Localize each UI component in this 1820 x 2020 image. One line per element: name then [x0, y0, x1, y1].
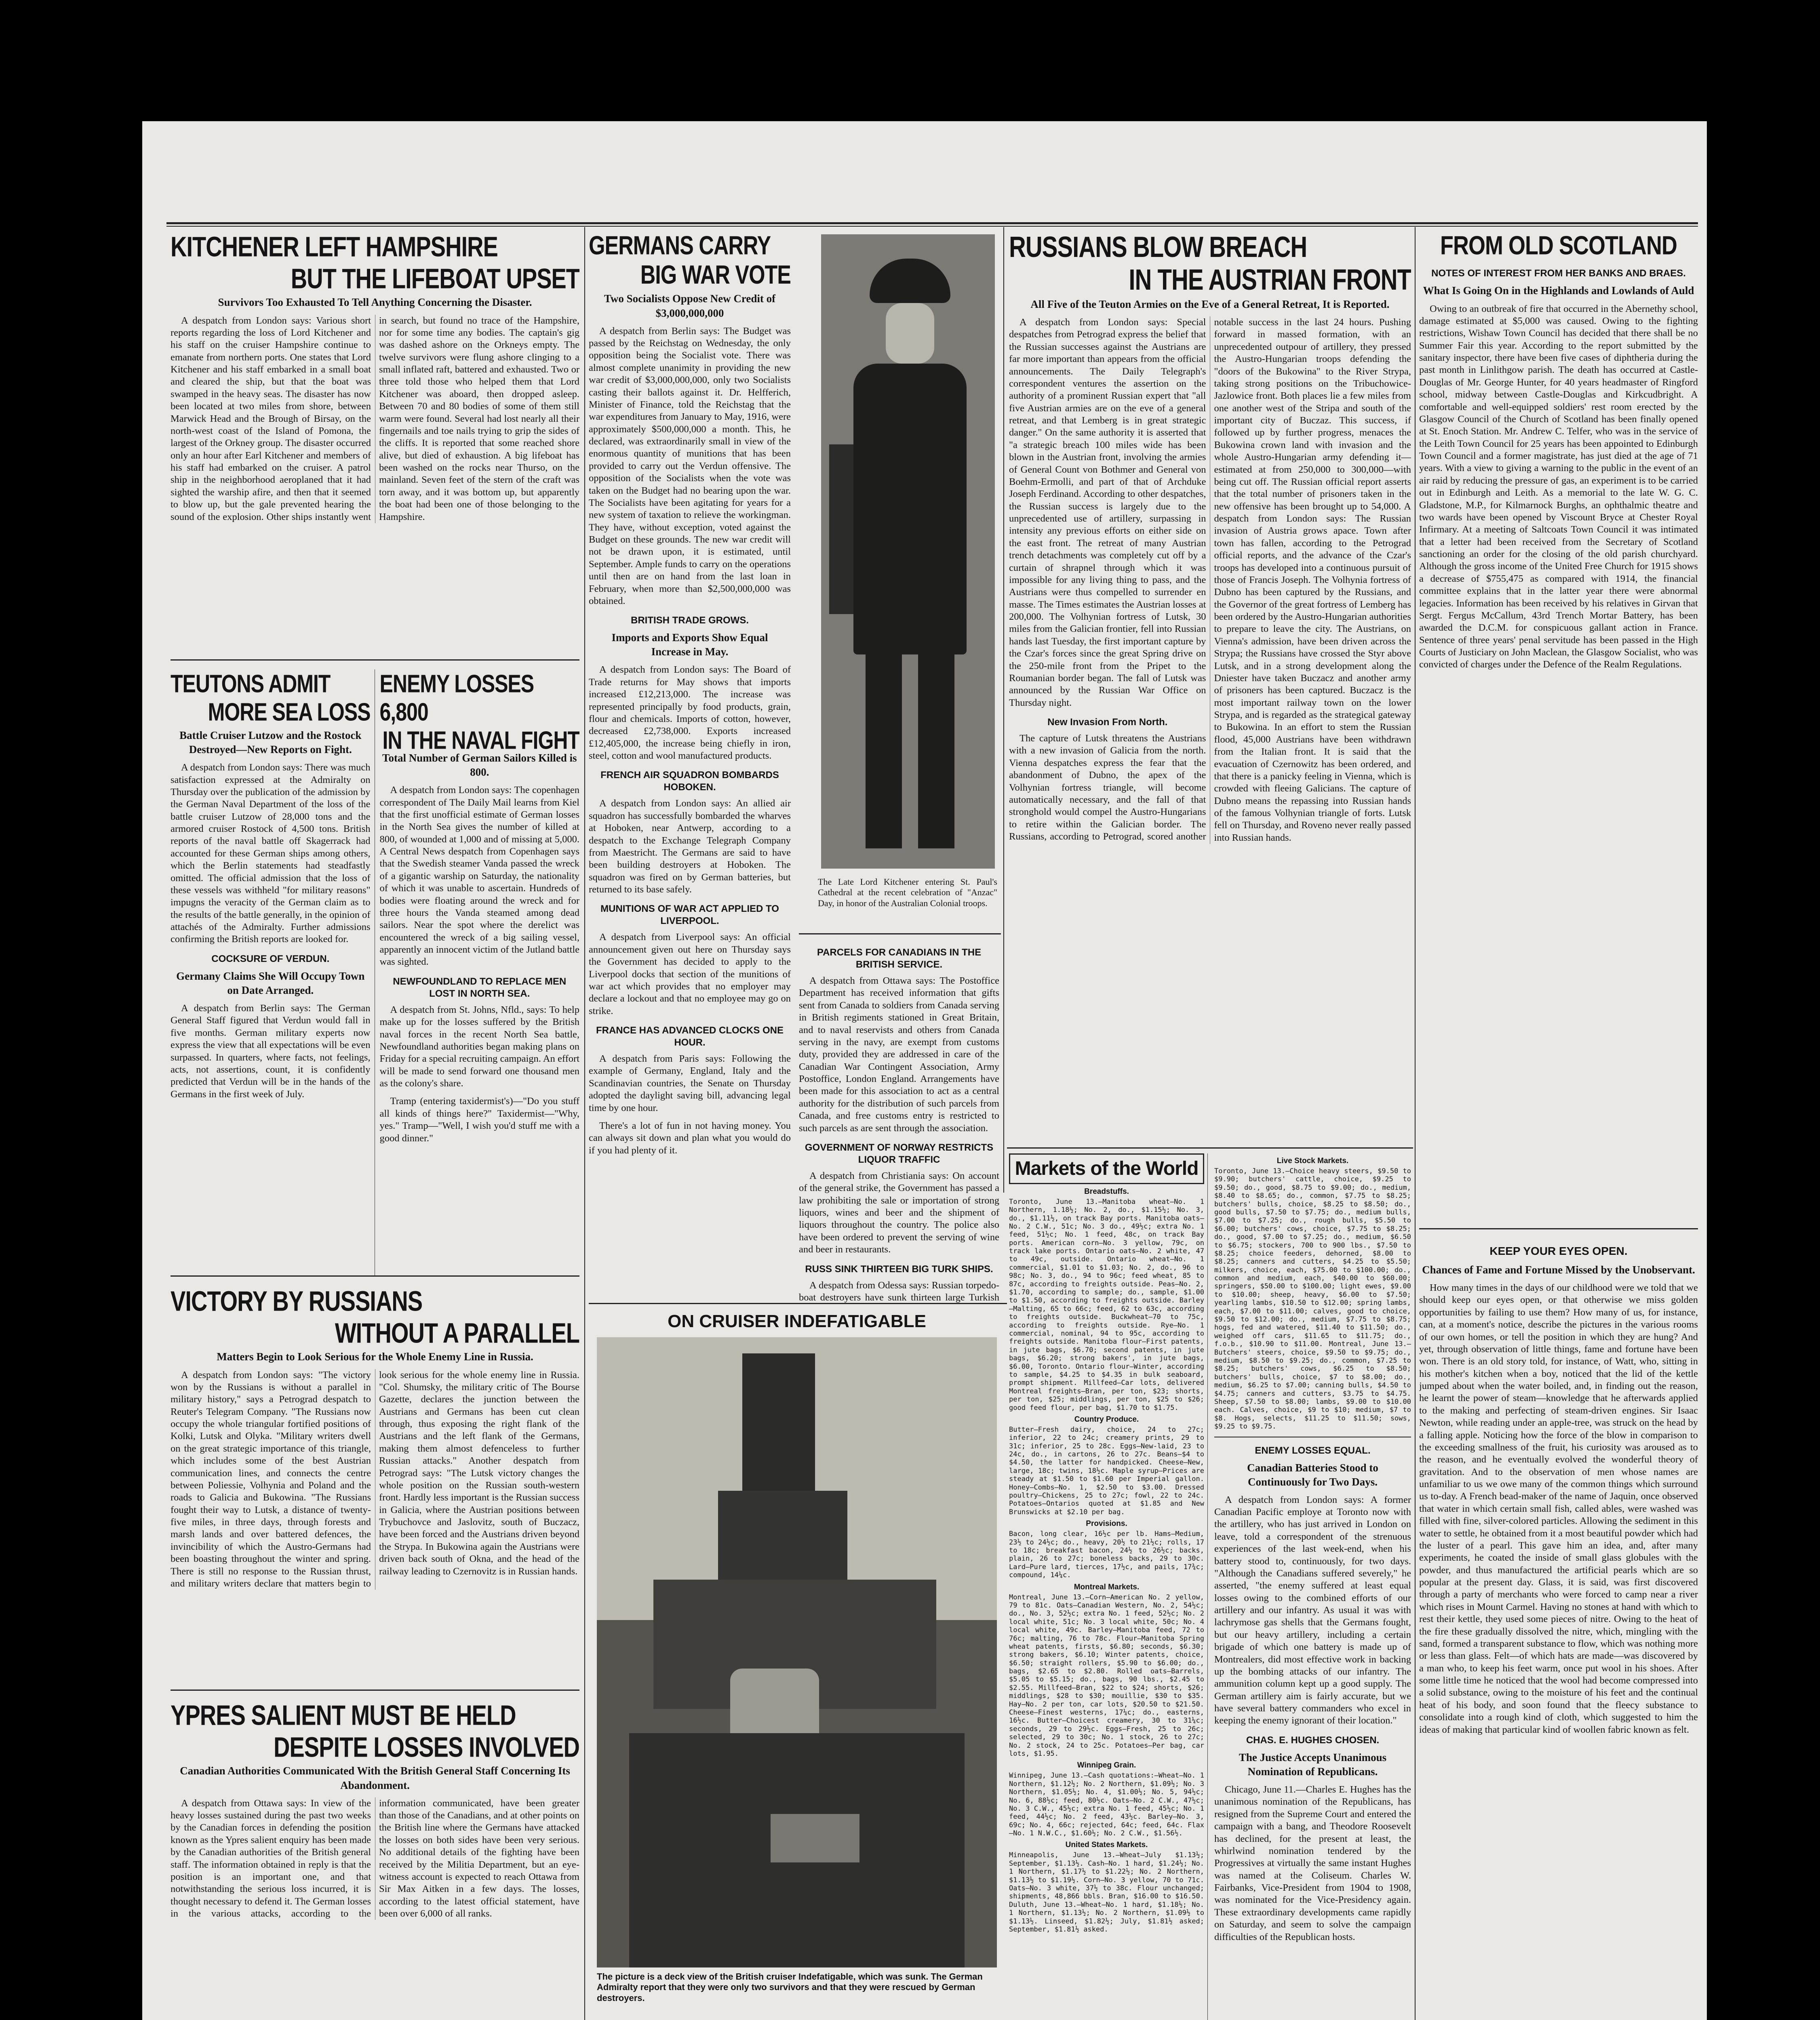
column-divider	[1415, 227, 1416, 2020]
market-text: Butter—Fresh dairy, choice, 24 to 27c; inferior, 22 to 24c; creamery prints, 29 to 31c; inferior, 25 to 28c. Eggs—New-laid, 23 to 24c, do., in cartons, 26 to 27c. Beans—$4 to $4.50, the latter for handpicked. Cheese—New, large, 18c; twins, 18½c. Maple syrup—Prices are steady at $1.50 to $1.60 per Imperial gallon. Honey—Combs—No. 1, $2.50 to $3.00. Dressed poultry—Chickens, 25 to 27c; fowl, 22 to 24c. Potatoes—Ontarios quoted at $1.85 and New Brunswicks at $2.10 per bag.	[1009, 1425, 1205, 1516]
rule	[1007, 1147, 1413, 1149]
cruiser-heading: ON CRUISER INDEFATIGABLE	[668, 1311, 926, 1331]
headline	[171, 1700, 579, 1763]
headline-line-2: IN THE AUSTRIAN FRONT	[1129, 263, 1411, 297]
market-subhead: United States Markets.	[1065, 1841, 1148, 1850]
market-subhead: Winnipeg Grain.	[1077, 1761, 1136, 1770]
article-body: A despatch from London says: Various short reports regarding the loss of Lord Kitchener and his staff on the cruiser Hampshire continue to emanate from northern ports. One states that Lord Kitchener and his staff embarked in a small boat and cleared the ship, but that the boat was swamped in the heavy seas. The disaster has now been located at two miles from shore, between Marwick Head and the Brough of Birsay, on the north-west coast of the Island of Pomona, the largest of the Orkney group. The disaster occurred only an hour after Earl Kitchener and members of his staff had embarked on the cruiser. A patrol ship in the neighborhood aeroplaned that it had sighted the warship afire, and then that it seemed to blow up, but the gale prevented hearing the sound of the explosion. Other ships instantly went in search, but found no trace of the Hampshire, nor for some time any bodies. The captain's gig was dashed ashore on the Orkneys empty. The twelve survivors were flung ashore clinging to a small inflated raft, battered and exhausted. Two or three told those who helped them that Lord Kitchener was aboard, then dropped asleep. Between 70 and 80 bodies of some of them still warm were found. Several had lost nearly all their fingernails and toe nails trying to grip the sides of the cliffs. It is reported that some reached shore alive, but died of exhaustion. A big lifeboat has been washed on the rocks near Thurso, on the mainland. Seven feet of the stern of the craft was torn away, and it was bottom up, but apparently the boat had been one of those belonging to the Hampshire.	[171, 315, 579, 522]
article-enemy-losses	[375, 669, 580, 1275]
article-body: A despatch from London says: The copenhagen correspondent of The Daily Mail learns from Kiel that the first unofficial estimate of German losses in the North Sea gives the number of killed at 800, of wounded at 1,000 and of missing at 5,000. A Central News despatch from Copenhagen says that the Swedish steamer Vanda passed the wreck of a gigantic warship on Saturday, the nationality of which it was unable to ascertain. Hundreds of bodies were floating around the wreck and for three hours the Vanda steamed among dead sailors. Near the spot where the derelict was encountered the wreck of a big sailing vessel, apparently an innocent victim of the Jutland battle was sighted.	[379, 785, 579, 968]
subhead: BRITISH TRADE GROWS.	[631, 615, 749, 626]
headline-line-2: WITHOUT A PARALLEL	[335, 1317, 579, 1349]
subhead: New Invasion From North.	[1047, 717, 1168, 728]
newspaper-page	[142, 121, 1707, 2020]
article-body: A despatch from London says: A former Canadian Pacific employe at Toronto now with the artillery, who has just arrived in London on leave, told a correspondent of the strenuous experiences of the last week-end, when his battery stood to, continuously, for two days. "Although the Canadians suffered severely," he asserted, "the enemy suffered at least equal losses owing to the combined efforts of our artillery and our infantry. As usual it was with lachrymose gas shells that the Germans fought, but our heavy artillery, including a certain brigade of which one battery is made up of Montrealers, did most effective work in backing up the bombing attacks of our infantry. The ammunition column kept up a good supply. The German artillery aim is fairly accurate, but we have several battery commanders who excel in keeping the enemy ignorant of their location."	[1214, 1494, 1411, 1726]
subhead: FRENCH AIR SQUADRON BOMBARDS HOBOKEN.	[600, 770, 779, 793]
article-body: The capture of Lutsk threatens the Austrians with a new invasion of Galicia from the north. Vienna despatches express the fear that the abandonment of Dubno, the apex of the Volhynian fortress triangle, will become automatically necessary, and the fall of that stronghold would compel the Austro-Hungarians to retire within the Galician border. The Russians, according to Petrograd, scored another notable success in the last 24 hours. Pushing forward in massed formation, with an unprecedented outpour of artillery, they pressed the Austro-Hungarian troops defending the "doors of the Bukowina" to the River Strypa, taking strong positions on the Tribuchowice-Jazlowice front. Both places lie a few miles from one another west of the Stripa and south of the important city of Buczaz. This success, if followed up by further progress, menaces the Bukowina crown land with invasion and the whole Austro-Hungarian army defending it—estimated at from 250,000 to 300,000—with being cut off. The Russian official report asserts that the total number of prisoners taken in the new offensive has been brought up to 54,000. A despatch from London says: The Russian invasion of Austria grows apace. Town after town has fallen, according to the Petrograd official reports, and the advance of the Czar's troops has developed into a continuous pursuit of those of Francis Joseph. The Volhynia fortress of Dubno has been captured by the Russians, and the Governor of the great fortress of Lemberg has been ordered by the Austro-Hungarian authorities to prepare to leave the city. The Austrians, on Vienna's admission, have been driven across the Strypa; the Russians have crossed the Styr above Lutsk, and in a strong development along the Dniester have taken Buczacz and another army of prisoners has been captured. Buczacz is the most important railway town on the lower Strypa, and is regarded as the strategical gateway to Bukowina. In an effort to stem the Russian flood, 45,000 Austrians have been withdrawn from the Italian front. It is said that the evacuation of Czernowitz has been ordered, and that there is a panicky feeling in Vienna, which is crowded with fleeing Galicians. The capture of Dubno means the repassing into Russian hands of the famous Volhynian triangle of forts. Lutsk fell on Thursday, and Roveno never really passed into Russian hands.	[1009, 317, 1411, 843]
column-divider	[1003, 227, 1004, 1193]
market-subhead: Breadstuffs.	[1084, 1187, 1129, 1196]
headline: FROM OLD SCOTLAND	[1440, 231, 1677, 260]
subhead: RUSS SINK THIRTEEN BIG TURK SHIPS.	[805, 1263, 993, 1275]
deck: The Justice Accepts Unanimous Nomination of Republicans.	[1239, 1751, 1387, 1778]
article-body: Chicago, June 11.—Charles E. Hughes has the unanimous nomination of the Republicans, has resigned from the Supreme Court and entered the campaign with a bang, and Theodore Roosevelt has declined, for the present at least, the whirlwind nomination tendered by the Progressives at virtually the same instant Hughes was named at the Coliseum. Charles W. Fairbanks, Vice-President from 1904 to 1908, was nominated for the Vice-Presidency again. These extraordinary developments came rapidly on Saturday, and seem to solve the campaign difficulties of the Republican hosts.	[1214, 1784, 1411, 1942]
headline	[1009, 231, 1411, 297]
subhead: GOVERNMENT OF NORWAY RESTRICTS LIQUOR TRAFFIC	[805, 1142, 994, 1165]
article-body: A despatch from St. Johns, Nfld., says: To help make up for the losses suffered by the British naval forces in the recent North Sea battle, Newfoundland authorities began making plans on Friday for a special recruiting campaign. An effort will be made to send forward one thousand men as the colony's share.	[379, 1004, 579, 1089]
deck: Chances of Fame and Fortune Missed by the Unobservant.	[1422, 1264, 1695, 1276]
headline-line-1: RUSSIANS BLOW BREACH	[1009, 231, 1307, 263]
photo-caption: The Late Lord Kitchener entering St. Paul's Cathedral at the recent celebration of "Anzac" Day, in honor of the Australian Colonial troops.	[818, 877, 997, 908]
subhead: What Is Going On in the Highlands and Lowlands of Auld	[1423, 284, 1694, 297]
headline	[171, 231, 579, 295]
subhead: FRANCE HAS ADVANCED CLOCKS ONE HOUR.	[596, 1025, 784, 1048]
deck: Battle Cruiser Lutzow and the Rostock Destroyed—New Reports on Fight.	[179, 729, 362, 756]
market-text: Winnipeg, June 13.—Cash quotations:—Wheat—No. 1 Northern, $1.12½; No. 2 Northern, $1.09½; No. 3 Northern, $1.05½; No. 4, $1.00½; No. 5, 94½c; No. 6, 88½c; feed, 80½c. Oats—No. 2 C.W., 47½c; No. 3 C.W., 45½c; extra No. 1 feed, 45½c; No. 1 feed, 44½c; No. 2 feed, 43½c. Barley—No. 3, 69c; No. 4, 66c; rejected, 64c; feed, 64c. Flax—No. 1 N.W.C., $1.60½; No. 2 C.W., $1.56½.	[1009, 1772, 1205, 1838]
column-2b	[799, 939, 999, 1303]
article-body: A despatch from Odessa says: Russian torpedo-boat destroyers have sunk thirteen large Turkish	[799, 1279, 999, 1303]
article-ypres	[171, 1700, 579, 2020]
article-body: Owing to an outbreak of fire that occurred in the Abernethy school, damage estimated at $5,000 was caused. Owing to the fighting restrictions, Wishaw Town Council has decided that there shall be no Summer Fair this year. According to the report submitted by the sanitary inspector, there have been five cases of diphtheria during the past month in Linlithgow parish. The death has occurred at Castle-Douglas of Mr. George Hunter, for 40 years headmaster of Ringford school, midway between Castle-Douglas and Kirkcudbright. A comfortable and well-equipped soldiers' rest room erected by the Glasgow Council of the Church of Scotland has been finally opened at St. Enoch Station. Mr. Andrew C. Telfer, who was in the service of the Leith Town Council for 25 years has been appointed to Edinburgh Town Council and a former magistrate, has just died at the age of 71 years. With a view to giving a warning to the public in the event of an air raid by reducing the pressure of gas, an experiment is to be carried out in Edinburgh and Leith. As a memorial to the late W. G. C. Gladstone, M.P., for Kilmarnock Burghs, an ophthalmic theatre and two wards have been opened by Viscount Bryce at Chester Royal Infirmary. At a meeting of Saltcoats Town Council it was intimated that a letter had been received from the Secretary of Scotland sanctioning an order for the closing of the old parish churchyard. Although the gross income of the United Free Church for 1915 shows a decrease of $755,475 as compared with 1914, the financial committee explains that in the latter year there were abnormal legacies. Information has been received by his relatives in Girvan that Sergt. Fergus McCallum, 43rd Trench Mortar Battery, has been awarded the D.C.M. for conspicuous gallant action in France. Sentence of three years' penal servitude has been passed in the High Courts of Justiciary on John Maclean, the Glasgow Socialist, who was convicted of charges under the Defence of the Realm Regulations.	[1419, 303, 1698, 670]
subhead: CHAS. E. HUGHES CHOSEN.	[1246, 1734, 1380, 1746]
headline	[171, 1286, 579, 1349]
column-4	[1419, 231, 1698, 2020]
filler: There's a lot of fun in not having money. You can always sit down and plan what you would do if you had plenty of it.	[589, 1120, 791, 1156]
cruiser-caption: The picture is a deck view of the British cruiser Indefatigable, which was sunk. The German Admiralty report that they were only two survivors and that they were rescued by German destroyers.	[597, 1972, 983, 2003]
subhead: PARCELS FOR CANADIANS IN THE BRITISH SERVICE.	[817, 947, 982, 970]
article-body: A despatch from London says: Special despatches from Petrograd express the belief that the Russian successes against the Austrians are far more important than appears from the official announcements. The Daily Telegraph's correspondent ventures the assertion on the authority of a prominent Russian expert that "all five Austrian armies are on the eve of a general retreat, and that Lemberg is in great strategic danger." On the same authority it is asserted that "a strategic breach 100 miles wide has been blown in the Austrian front, involving the armies of General Count von Bothmer and General von Boehm-Ermolli, and part of that of Archduke Joseph Ferdinand. According to other despatches, the Russian success is largely due to the unprecedented use of artillery, surpassing in intensity any previous efforts on either side on the east front. The retreat of many Austrian trench detachments was completely cut off by a curtain of shrapnel through which it was impossible for any living thing to pass, and the Austrians were thus compelled to surrender en masse. The Times estimates the Austrian losses at 200,000. The Volhynian fortress of Lutsk, 30 miles from the Galician frontier, fell into Russian hands last Tuesday, the first important capture by the Czar's forces since the great Spring drive on the 250-mile front from the Pripet to the Roumanian border began. The fall of Lutsk was announced by the Russian War Office on Thursday night.	[1009, 317, 1206, 708]
headline-line-1: KITCHENER LEFT HAMPSHIRE	[171, 231, 498, 263]
subhead: MUNITIONS OF WAR ACT APPLIED TO LIVERPOOL.	[600, 903, 779, 927]
headline-line-2: IN THE NAVAL FIGHT	[382, 726, 579, 754]
headline-line-2: DESPITE LOSSES INVOLVED	[273, 1731, 579, 1763]
headline-line-2: BIG WAR VOTE	[640, 260, 791, 290]
rule	[799, 933, 1001, 934]
article-body: How many times in the days of our childhood were we told that we should keep our eyes open, or that otherwise we miss golden opportunities by failing to use them? How many of us, for instance, can, at a moment's notice, describe the pictures in the various rooms of our own homes, or tell the position in which they are hung? And yet, through observation of little things, fame and fortune have been won. There is an old story told, for instance, of Watt, who, sitting in his mother's kitchen when a boy, noticed that the lid of the kettle jumped about when the water boiled, and, in finding out the reason, he learnt the power of steam—knowledge that he afterwards applied to the making and perfecting of steam-driven engines. Sir Isaac Newton, while reading under an apple-tree, was struck on the head by a falling apple. Noticing how the force of the blow in comparison to the exceeding smallness of the fruit, his curiosity was aroused as to the reason, and he eventually evolved the wonderful theory of gravitation. And to the observation of men whose names are unfamiliar to us we owe many of the common things which surround us to-day. A French bead-maker of the name of Jaquin, once observed that water in which certain small fish, called ables, were washed was filled with fine, silver-colored particles. Allowing the sediment in this water to settle, he obtained from it a most beautiful powder which had the luster of a pearl. This gave him an idea, and, after many experiments, he coated the inside of small glass globules with the powder, and thus manufactured the artificial pearls which are so popular at the present day. Glass, it is said, was first discovered through a party of merchants who were forced to camp near a river which rises in Mount Carmel. Having no stones at hand with which to rest their kettle, they used some pieces of nitre. Owing to the heat of the fire these gradually dissolved the nitre, which, mingling with the sand, formed a transparent substance to flow, which was nothing more or less than glass. Felt—of which hats are made—was discovered by a man who, to keep his feet warm, once put wool in his shoes. After some little time he noticed that the wool had become compressed into a solid substance, owing to the moisture of his feet and the continual heat of his body, and soon found that the fleecy substance to consolidate into a rough kind of cloth, which suggested to him the ideas of making that particular kind of woollen fabric known as felt.	[1419, 1282, 1698, 1735]
article-body: A despatch from Christiania says: On account of the general strike, the Government has passed a law prohibiting the sale or importation of strong liquors, wines and beer and the shipment of liquors throughout the country. The police also have been ordered to prevent the serving of wine and beer in restaurants.	[799, 1170, 999, 1255]
headline	[380, 669, 580, 754]
headline-line-2: BUT THE LIFEBOAT UPSET	[291, 262, 579, 294]
kitchener-photo	[821, 234, 995, 869]
article-body: A despatch from London says: "The victory won by the Russians is without a parallel in military history," says a Petrograd despatch to Reuter's Telegram Company. "The Russians now occupy the whole triangular fortified positions of Kolki, Lutsk and Olyka. "Military writers dwell on the great strategic importance of this triangle, which includes some of the best Austrian communication lines, and connects the centre between Poliessie, Volhynia and Poland and the roads to Galicia and Bukowina. "The Russians fought their way to Lutsk, a distance of twenty-five miles, in three days, through forests and marsh lands and over battered defences, the invincibility of which the Austro-Germans had been boasting throughout the winter and spring. There is still no response to the Russian thrust, and military writers declare that matters begin to look serious for the whole enemy line in Russia. "Col. Shumsky, the military critic of The Bourse Gazette, declares the junction between the Austrians and Germans has been cut clean through, thus exposing the right flank of the Austrians and the left flank of the Germans, making them almost defenceless to further Russian attacks." Another despatch from Petrograd says: "The Lutsk victory changes the whole position on the Russian south-western front. Hardly less important is the Russian success in Galicia, where the Austrian positions between Trybuchovce and Jaslovitz, south of Buczacz, have been forced and the Austrians driven beyond the Strypa. In Bukowina again the Austrians were driven back south of Okna, and the head of the railway leading to Czernovitz is in Russian hands.	[171, 1369, 579, 1589]
deck: All Five of the Teuton Armies on the Eve of a General Retreat, It is Reported.	[1030, 298, 1390, 310]
article-body: A despatch from London says: An allied air squadron has successfully bombarded the wharves at Hoboken, near Antwerp, according to a despatch to the Exchange Telegraph Company from Maestricht. The Germans are said to have been building destroyers at Hoboken. The squadron was fired on by German batteries, but returned to its base safely.	[589, 798, 791, 895]
rule	[589, 1303, 1007, 1304]
market-text: Bacon, long clear, 16½c per lb. Hams—Medium, 23½ to 24½c; do., heavy, 20½ to 21½c; rolls, 17 to 18c; breakfast bacon, 24½ to 26½c; backs, plain, 26 to 27c; boneless backs, 29 to 30c. Lard—Pure lard, tierces, 17½c, and pails, 17¾c; compound, 14¼c.	[1009, 1530, 1205, 1580]
article-russians-breach	[1009, 231, 1411, 1140]
market-text: Toronto, June 13.—Manitoba wheat—No. 1 Northern, 1.18½; No. 2, do., $1.15½; No. 3, do., $1.11½, on track Bay ports. Manitoba oats—No. 2 C.W., 51c; No. 3 do., 49½c; extra No. 1 feed, 51½c; No. 1 feed, 48c, on track Bay ports. American corn—No. 3 yellow, 79c, on track lake ports. Ontario oats—No. 2 white, 47 to 49c, outside. Ontario wheat—No. 1 commercial, $1.01 to $1.03; No. 2, do., 96 to 98c; No. 3, do., 94 to 96c; feed wheat, 85 to 87c, according to freights outside. Peas—No. 2, $1.70, according to sample; do., sample, $1.00 to $1.50, according to freights outside. Barley—Malting, 65 to 66c; feed, 62 to 63c, according to freights outside. Buckwheat—70 to 75c, according to freights outside. Rye—No. 1 commercial, nominal, 94 to 95c, according to freights outside. Manitoba flour—First patents, in jute bags, $6.70; second patents, in jute bags, $6.20; strong bakers', in jute bags, $6.00, Toronto. Ontario flour—Winter, according to sample, $4.25 to $4.35 in bulk seaboard, prompt shipment. Millfeed—Car lots, delivered Montreal freights—Bran, per ton, $23; shorts, per ton, $25; middlings, per ton, $25 to $26; good feed flour, per bag, $1.70 to $1.75.	[1009, 1197, 1205, 1412]
market-subhead: Country Produce.	[1074, 1415, 1139, 1424]
subhead: COCKSURE OF VERDUN.	[211, 953, 330, 964]
subhead: ENEMY LOSSES EQUAL.	[1255, 1445, 1371, 1456]
article-teutons	[171, 669, 375, 1275]
article-body: A despatch from London says: The Board of Trade returns for May shows that imports increased £12,213,000. The increase was represented principally by food products, grain, flour and chemicals. Imports of cotton, however, decreased £2,738,000. Exports increased £12,405,000, the increase being chiefly in iron, steel, cotton and wool manufactured products.	[589, 664, 791, 762]
headline	[589, 231, 791, 290]
deck: Canadian Authorities Communicated With the British General Staff Concerning Its Abandonment.	[180, 1765, 570, 1791]
headline-line-1: YPRES SALIENT MUST BE HELD	[171, 1700, 516, 1731]
deck: NOTES OF INTEREST FROM HER BANKS AND BRAES.	[1431, 268, 1686, 279]
subhead: NEWFOUNDLAND TO REPLACE MEN LOST IN NORTH SEA.	[393, 976, 567, 999]
article-body: A despatch from London says: There was much satisfaction expressed at the Admiralty on Thursday over the publication of the admission by the German Naval Department of the loss of the battle cruiser Lutzow of 28,000 tons and the armored cruiser Rostock of 4,500 tons. British reports of the naval battle off Skagerrack had accounted for these German ships among others, which the Berlin statements had steadfastly omitted. The official admission that the loss of these vessels was withheld "for military reasons" impugns the veracity of the German claim as to the results of the battle generally, in the opinion of attachés of the Admiralty. Further admissions confirming the British reports are looked for.	[171, 762, 371, 945]
article-scotland	[1419, 231, 1698, 1221]
joke: Tramp (entering taxidermist's)—"Do you stuff all kinds of things here?" Taxidermist—"Why, yes." Tramp—"Well, I wish you'd stuff me with a good dinner."	[379, 1096, 579, 1144]
article-body: A despatch from Liverpool says: An official announcement given out here on Thursday says the Government has decided to apply to the Liverpool docks that section of the munitions of war act which provides that no employer may declare a lockout and that no employee may go on strike.	[589, 932, 791, 1016]
deck: Two Socialists Oppose New Credit of $3,000,000,000	[604, 292, 776, 319]
masthead-rule-top	[166, 222, 1698, 224]
markets-section	[1009, 1153, 1411, 2020]
deck: Canadian Batteries Stood to Continuously for Two Days.	[1247, 1461, 1378, 1488]
deck: Imports and Exports Show Equal Increase in May.	[611, 631, 768, 658]
deck: Total Number of German Sailors Killed is 800.	[382, 752, 577, 779]
market-subhead: Montreal Markets.	[1074, 1582, 1140, 1591]
headline-line-1: GERMANS CARRY	[589, 231, 771, 261]
article-body: A despatch from Berlin says: The Budget was passed by the Reichstag on Wednesday, the only opposition being the Socialist vote. There was almost complete unanimity in providing the new war credit of $3,000,000,000, only two Socialists casting their ballots against it. Dr. Helfferich, Minister of Finance, told the Reichstag that the war expenditures from January to May, 1916, were approximately $500,000,000 a month. This, he declared, was extraordinarily small in view of the enormous quantity of munitions that has been provided to carry out the Verdun offensive. The opposition of the Socialists when the vote was taken on the Budget had no bearing upon the war. The Socialists have been agitating for years for a new system of taxation to relieve the workingman. They have, without exception, voted against the Budget on these grounds. The new war credit will not be drawn upon, it is estimated, until September. Ample funds to carry on the operations until then are on hand from the last loan in February, when more than $2,500,000,000 was obtained.	[589, 325, 791, 606]
article-kitchener	[171, 231, 579, 661]
article-body: A despatch from Ottawa says: In view of the heavy losses sustained during the past two weeks by the Canadian forces in defending the position known as the Ypres salient enquiry has been made by the Canadian authorities of the British general staff. The information obtained in reply is that the position is an important one, and that notwithstanding the serious loss incurred, it is thought necessary to defend it. The German losses in the various attacks, according to the information communicated, have been greater than those of the Canadians, and at other points on the British line where the Germans have attacked the losses on both sides have been very serious. No additional details of the fighting have been received by the Militia Department, but an eye-witness account is expected to reach Ottawa from Sir Max Aitken in a few days. The losses, according to the latest official statement, have been over 6,000 of all ranks.	[171, 1797, 579, 1919]
market-text: Montreal, June 13.—Corn—American No. 2 yellow, 79 to 81c. Oats—Canadian Western, No. 2, 54½c; do., No. 3, 52½c; extra No. 1 feed, 52½c; No. 2 local white, 51c; No. 3 local white, 50c; No. 4 local white, 49c. Barley—Manitoba feed, 72 to 76c; malting, 76 to 78c. Flour—Manitoba Spring wheat patents, firsts, $6.80; seconds, $6.30; strong bakers, $6.10; Winter patents, choice, $6.50; straight rollers, $5.90 to $6.00; do., bags, $2.65 to $2.80. Rolled oats—Barrels, $5.05 to $5.15; do., bags, 90 lbs., $2.45 to $2.55. Millfeed—Bran, $22 to $24; shorts, $26; middlings, $28 to $30; mouillie, $30 to $35. Hay—No. 2 per ton, car lots, $20.50 to $21.50. Cheese—Finest westerns, 17¼c; do., easterns, 16½c. Butter—Choicest creamery, 30 to 31¼c; seconds, 29 to 29½c. Eggs—Fresh, 25 to 26c; selected, 29 to 30c; No. 1 stock, 26 to 27c; No. 2 stock, 24 to 25c. Potatoes—Per bag, car lots, $1.95.	[1009, 1593, 1205, 1758]
headline-line-1: VICTORY BY RUSSIANS	[171, 1286, 423, 1317]
deck: Germany Claims She Will Occupy Town on Date Arranged.	[176, 970, 365, 996]
article-body: A despatch from Berlin says: The German General Staff figured that Verdun would fall in five months. German military experts now express the view that all expectations will be even surpassed. In quarters, where facts, not feelings, acts, not assertions, count, it is confidently predicted that Verdun will be in the hands of the Germans in the first week of July.	[171, 1003, 371, 1100]
deck: Survivors Too Exhausted To Tell Anything Concerning the Disaster.	[218, 296, 532, 309]
headline-line-2: MORE SEA LOSS	[208, 698, 371, 726]
market-subhead: Provisions.	[1086, 1519, 1127, 1528]
headline	[171, 669, 371, 726]
cruiser-photo	[597, 1337, 997, 1967]
article-body: A despatch from Ottawa says: The Postoffice Department has received information that gifts sent from Canada to soldiers from Canada serving in British regiments stationed in Great Britain, and to naval reservists and others from Canada serving in the navy, are exempt from customs duty, provided they are addressed in care of the Canadian War Contingent Association, Army Postoffice, London England. Arrangements have been made for this association to act as a central authority for the distribution of such parcels from Canada, and free customs entry is restricted to such parcels as are sent through the association.	[799, 975, 999, 1134]
article-keep-eyes-open	[1419, 1237, 1698, 2020]
market-subhead: Live Stock Markets.	[1277, 1157, 1349, 1165]
column-divider	[584, 227, 585, 2020]
masthead-rule-bottom	[166, 226, 1698, 227]
headline: KEEP YOUR EYES OPEN.	[1489, 1245, 1628, 1257]
article-victory	[171, 1286, 579, 1691]
markets-title: Markets of the World	[1009, 1153, 1204, 1184]
headline-line-1: ENEMY LOSSES 6,800	[379, 669, 534, 726]
article-body: A despatch from Paris says: Following the example of Germany, England, Italy and the Scandinavian countries, the Senate on Thursday adopted the daylight saving bill, advancing legal time by one hour.	[589, 1053, 791, 1113]
headline-line-1: TEUTONS ADMIT	[171, 669, 331, 698]
column-1	[171, 231, 579, 2020]
market-text: Toronto, June 13.—Choice heavy steers, $9.50 to $9.90; butchers' cattle, choice, $9.25 to $9.50; do., good, $8.75 to $9.00; do., medium, $8.40 to $8.65; do., common, $7.75 to $8.25; butchers' bulls, choice, $8.25 to $8.50; do., good bulls, $7.50 to $7.75; do., medium bulls, $7.00 to $7.25; do., rough bulls, $5.50 to $6.00; butchers' cows, choice, $7.75 to $8.25; do., good, $7.00 to $7.25; do., medium, $6.50 to $6.75; stockers, 700 to 900 lbs., $7.50 to $8.25; choice feeders, dehorned, $8.00 to $8.25; canners and cutters, $4.25 to $5.50; milkers, choice, each, $75.00 to $100.00; do., common and medium, each, $40.00 to $60.00; springers, $50.00 to $100.00; light ewes, $9.00 to $10.00; sheep, heavy, $6.00 to $7.50; yearling lambs, $10.50 to $12.00; spring lambs, each, $7.00 to $11.00; calves, good to choice, $9.50 to $12.00; do., medium, $7.75 to $8.75; hogs, fed and watered, $11.40 to $11.50; do., weighed off cars, $11.65 to $11.75; do., f.o.b., $10.90 to $11.00. Montreal, June 13.—Butchers' steers, choice, $9.50 to $9.75; do., medium, $8.50 to $9.25; do., common, $7.25 to $8.25; butchers' cows, $6.25 to $8.50; butchers' bulls, choice, $7 to $8.00; do., medium, $6.25 to $7.00; canning bulls, $4.50 to $4.75; canners and cutters, $3.75 to $4.75. Sheep, $7.50 to $8.00; lambs, $9.00 to $10.00 each. Calves, choice, $9 to $10; medium, $7 to $8. Hogs, selects, $11.25 to $11.50; sows, $9.25 to $9.75.	[1214, 1167, 1411, 1431]
deck: Matters Begin to Look Serious for the Whole Enemy Line in Russia.	[217, 1351, 533, 1363]
market-text: Minneapolis, June 13.—Wheat—July $1.13½; September, $1.13½. Cash—No. 1 hard, $1.24½; No. 1 Northern, $1.17½ to $1.22½; No. 2 Northern, $1.13½ to $1.19½. Corn—No. 3 yellow, 70 to 71c. Oats—No. 3 white, 37½ to 38c. Flour unchanged; shipments, 48,866 bbls. Bran, $16.00 to $16.50. Duluth, June 13.—Wheat—No. 1 hard, $1.18½; No. 1 Northern, $1.13½; No. 2 Northern, $1.09½ to $1.13½. Linseed, $1.82½; July, $1.81½ asked; September, $1.81½ asked.	[1009, 1851, 1205, 1934]
article-germans-war-vote	[589, 231, 791, 1298]
